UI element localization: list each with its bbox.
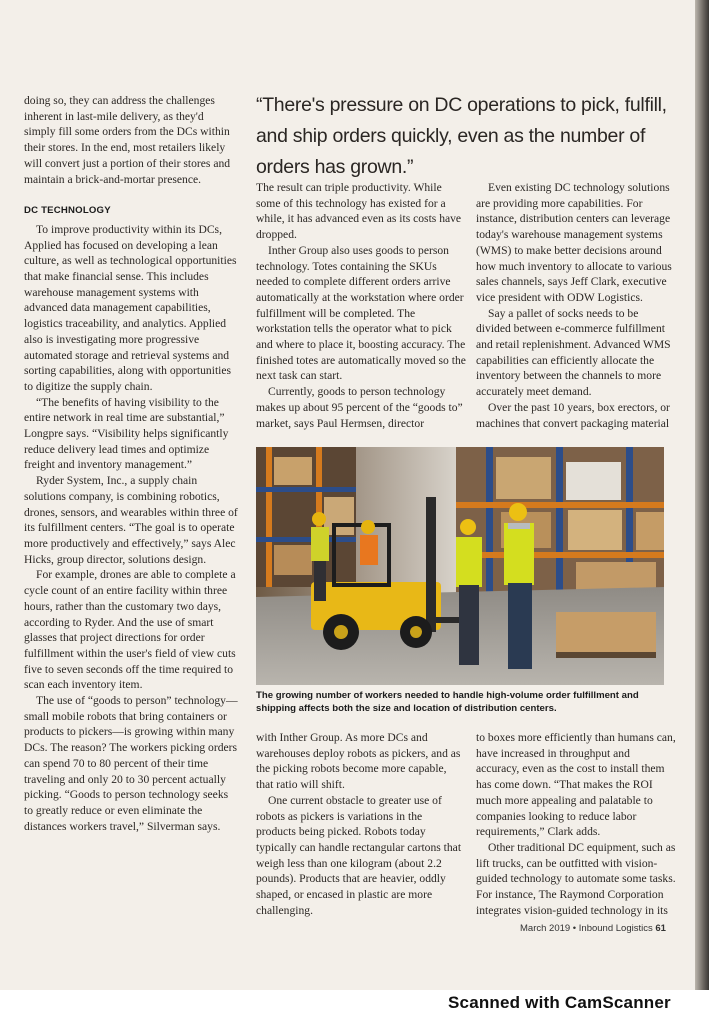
photo-caption: The growing number of workers needed to handle high-volume order fulfillment and shipping affects both the size and location of distribution centers. [256,690,639,714]
col3-paragraph: Over the past 10 years, box erectors, or machines that convert packaging material [476,400,670,430]
warehouse-illustration [256,447,664,685]
scanner-watermark: Scanned with CamScanner [448,993,671,1012]
magazine-name: Inbound Logistics [578,923,653,934]
section-heading: DC TECHNOLOGY [24,205,111,217]
column-3-upper [476,180,676,431]
col2-paragraph: Currently, goods to person technology makes up about 95 percent of the “goods to” market, says Paul Hermsen, director [256,385,463,430]
col3-paragraph: Other traditional DC equipment, such as lift trucks, can be outfitted with vision-guided technology to automate some tasks. For instance, The Raymond Corporation integrates vision-guided technology in its [476,840,676,917]
col1-paragraph: “The benefits of having visibility to the entire network in real time are substantial,” Longpre says. “Visibility helps significantly reduce delivery lead times and optimize freight and inventory management.” [24,395,229,472]
col3-paragraph: to boxes more efficiently than humans can, have increased in throughput and accuracy, even as the cost to install them has come down. “That makes the ROI much more appealing and palatable to companies looking to reduce labor requirements,” Clark adds. [476,731,676,839]
column-3-lower [476,730,676,918]
page-footer [520,923,666,934]
col1-paragraph: To improve productivity within its DCs, Applied has focused on developing a lean culture, as well as technological opportunities that make financial sense. This includes warehouse management systems with advanced data management capabilities, logistics traceability, and analytics. Applied also is investigating more progressive automated storage and retrieval systems and sorting capabilities, along with opportunities to digitize the supply chain. [24,222,237,393]
col2-paragraph: One current obstacle to greater use of robots as pickers is variations in the products being picked. Robots today typically can handle rectangular cartons that weigh less than one kilogram (about 2.2 pounds). Products that are heavier, oddly shaped, or encased in plastic are more challenging. [256,793,462,917]
column-2-lower [256,730,464,918]
page-number: 61 [655,923,666,934]
page-edge-shadow [695,0,709,990]
col1-paragraph: For example, drones are able to complete a cycle count of an entire facility within three hours, rather than the customary two days, according to Ryder. And the use of smart glasses that project directions for order fulfillment within the user's field of view cuts five to seven seconds off the time required to scan each inventory item. [24,568,236,692]
col3-paragraph: Say a pallet of socks needs to be divided between e-commerce fulfillment and retail replenishment. Advanced WMS capabilities can efficiently allocate the inventory between the channels to more accurately meet demand. [476,306,671,399]
col1-paragraph: The use of “goods to person” technology—small mobile robots that bring containers or products to pickers—is growing within many DCs. The reason? The workers picking orders can spend 70 to 80 percent of their time traveling and only 20 to 30 percent actually picking. “Goods to person technology seeks to greatly reduce or even eliminate the distances workers travel,” Silverman says. [24,694,238,833]
column-1 [24,93,238,834]
col1-paragraph: Ryder System, Inc., a supply chain solutions company, is combining robotics, drones, sensors, and wearables within three of its fulfillment centers. “The goal is to operate more productively and effectively,” says Alec Hicks, group director, solutions design. [24,474,238,566]
issue-date: March 2019 [520,923,571,934]
col2-paragraph: with Inther Group. As more DCs and warehouses deploy robots as pickers, and as the picking robots become more capable, that ratio will shift. [256,731,461,792]
pull-quote: “There's pressure on DC operations to pick, fulfill, and ship orders quickly, even as the number of orders has grown.” [256,94,667,178]
col2-paragraph: Inther Group also uses goods to person technology. Totes containing the SKUs needed to complete different orders arrive automatically at the workstation where order fulfillment will be completed. The workstation tells the operator what to pick and where to place it, boosting accuracy. The finished totes are automatically moved so the next task can start. [256,243,466,383]
col3-paragraph: Even existing DC technology solutions are providing more capabilities. For instance, distribution centers can leverage today's warehouse management systems (WMS) to make better decisions around how much inventory to allocate to various sales channels, says Jeff Clark, executive vice president with ODW Logistics. [476,181,672,304]
column-2-upper [256,180,466,431]
warehouse-forklift-photo [256,447,664,685]
col2-paragraph: The result can triple productivity. While some of this technology has existed for a while, it has advanced even as its costs have dropped. [256,181,462,242]
col1-intro-paragraph: doing so, they can address the challenges inherent in last-mile delivery, as they'd simply fill some orders from the DCs within their stores. In the end, most retailers likely will convert just a portion of their stores and maintain a brick-and-mortar presence. [24,94,231,186]
footer-separator: • [570,923,579,934]
